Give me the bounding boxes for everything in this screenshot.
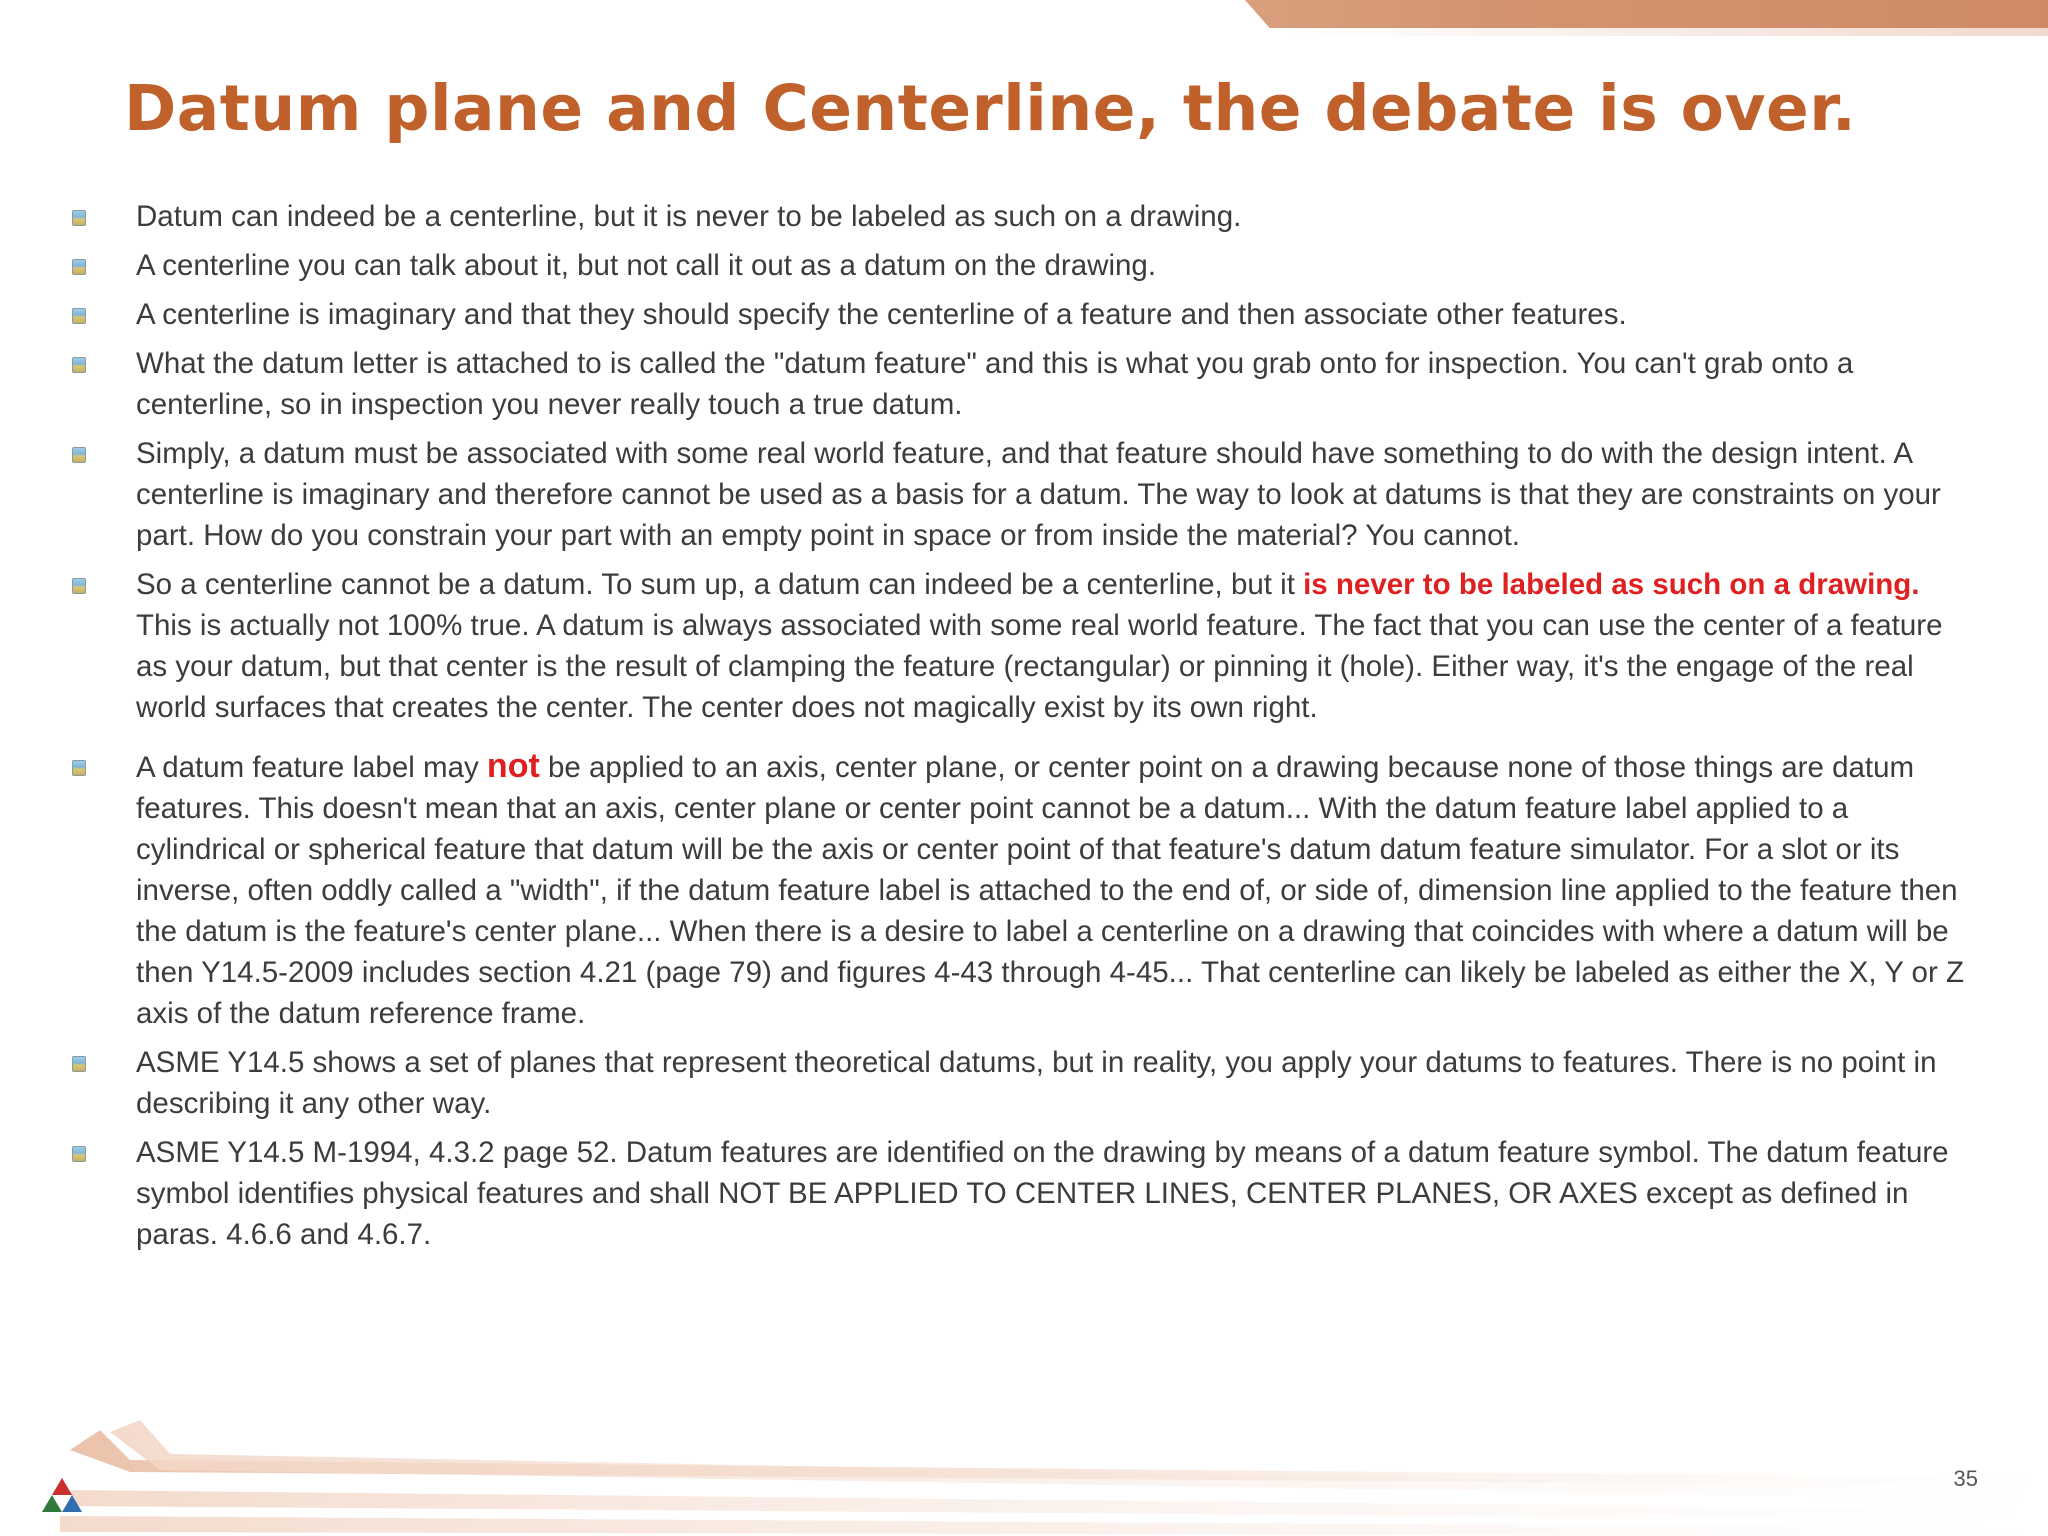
bullet-item: [64, 1132, 1970, 1255]
bullet-item: [64, 245, 1970, 286]
bullet-item: [64, 196, 1970, 237]
bullet-text: A centerline is imaginary and that they should specify the centerline of a feature and then associate other features.: [136, 298, 1627, 331]
bullet-text: What the datum letter is attached to is called the "datum feature" and this is what you grab onto for inspection. You can't grab onto a centerline, so in inspection you never really touch a true datum.: [136, 347, 1854, 421]
square-bullet-icon: [72, 447, 86, 463]
bullet-text: A centerline you can talk about it, but not call it out as a datum on the drawing.: [136, 249, 1157, 282]
square-bullet-icon: [72, 760, 86, 776]
bullet-item: [64, 1042, 1970, 1124]
highlight-text: not: [486, 747, 540, 785]
bullet-text: ASME Y14.5 shows a set of planes that represent theoretical datums, but in reality, you apply your datums to features. There is no point in describing it any other way.: [136, 1046, 1937, 1120]
square-bullet-icon: [72, 308, 86, 324]
bullet-text: ASME Y14.5 M-1994, 4.3.2 page 52. Datum features are identified on the drawing by means of a datum feature symbol. The datum feature symbol identifies physical features and shall NOT BE APPLIED TO CENTER LINES, CENTER PLANES, OR AXES except as defined in paras. 4.6.6 and 4.6.7.: [136, 1136, 1949, 1251]
square-bullet-icon: [72, 259, 86, 275]
bullet-item: [64, 746, 1970, 1034]
square-bullet-icon: [72, 357, 86, 373]
bullet-text: A datum feature label may not be applied to an axis, center plane, or center point on a drawing because none of those things are datum features. This doesn't mean that an axis, center plane or center point cannot be a datum... With the datum feature label applied to a cylindrical or spherical feature that datum will be the axis or center point of that feature's datum datum feature simulator. For a slot or its inverse, often oddly called a "width", if the datum feature label is attached to the end of, or side of, dimension line applied to the feature then the datum is the feature's center plane... When there is a desire to label a centerline on a drawing that coincides with where a datum will be then Y14.5-2009 includes section 4.21 (page 79) and figures 4-43 through 4-45... That centerline can likely be labeled as either the X, Y or Z axis of the datum reference frame.: [136, 747, 1965, 1030]
square-bullet-icon: [72, 210, 86, 226]
bullet-item: [64, 294, 1970, 335]
bullet-item: [64, 433, 1970, 556]
top-accent-shadow: [1285, 28, 2048, 36]
bullet-list: [64, 196, 1970, 1263]
top-accent-band: [1245, 0, 2048, 28]
triangle-logo-icon: [40, 1476, 84, 1516]
slide-title: Datum plane and Centerline, the debate is over.: [124, 72, 1857, 145]
highlight-text: is never to be labeled as such on a drawing.: [1303, 568, 1920, 601]
square-bullet-icon: [72, 578, 86, 594]
bullet-item: [64, 343, 1970, 425]
bullet-text: Simply, a datum must be associated with some real world feature, and that feature should have something to do with the design intent. A centerline is imaginary and therefore cannot be used as a basis for a datum. The way to look at datums is that they are constraints on your part. How do you constrain your part with an empty point in space or from inside the material? You cannot.: [136, 437, 1941, 552]
page-number: 35: [1953, 1466, 1978, 1491]
footer-swoosh: [60, 1420, 2048, 1536]
square-bullet-icon: [72, 1056, 86, 1072]
bullet-item: [64, 564, 1970, 728]
bullet-text: So a centerline cannot be a datum. To sum up, a datum can indeed be a centerline, but it is never to be labeled as such on a drawing. This is actually not 100% true. A datum is always associated with some real world feature. The fact that you can use the center of a feature as your datum, but that center is the result of clamping the feature (rectangular) or pinning it (hole). Either way, it's the engage of the real world surfaces that creates the center. The center does not magically exist by its own right.: [136, 568, 1943, 724]
bullet-text: Datum can indeed be a centerline, but it is never to be labeled as such on a drawing.: [136, 200, 1242, 233]
square-bullet-icon: [72, 1146, 86, 1162]
